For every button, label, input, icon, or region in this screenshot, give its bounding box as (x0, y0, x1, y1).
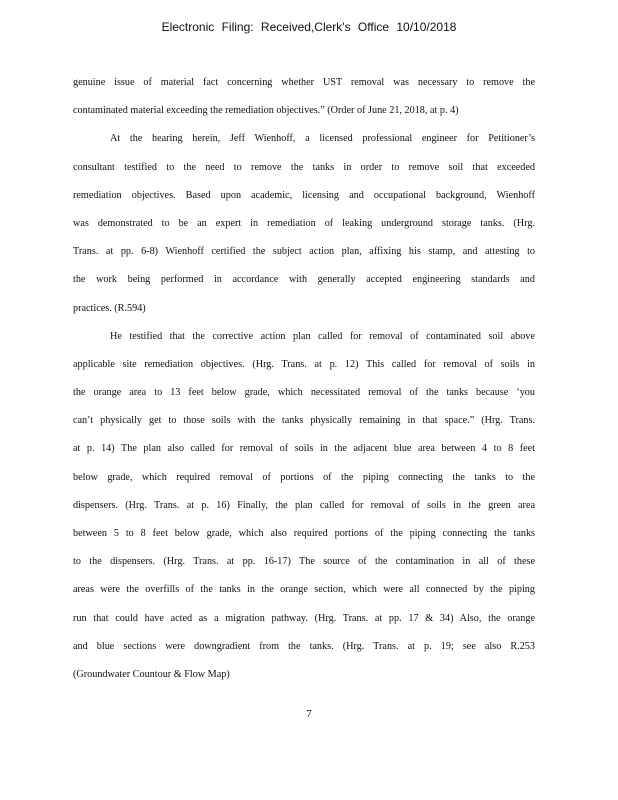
paragraph-2 (73, 125, 535, 322)
paragraph-1 (73, 69, 535, 125)
text-line: and blue sections were downgradient from the tanks. (Hrg. Trans. at p. 19; see also R.253 (73, 640, 535, 652)
text-line: the work being performed in accordance with generally accepted engineering standards and (73, 274, 535, 286)
page-number: 7 (306, 708, 312, 720)
text-line: applicable site remediation objectives. (Hrg. Trans. at p. 12) This called for removal of soils in (73, 358, 535, 370)
paragraph-3 (73, 323, 535, 689)
text-line: contaminated material exceeding the remediation objectives.” (Order of June 21, 2018, at p. 4) (73, 105, 459, 117)
text-line: consultant testified to the need to remove the tanks in order to remove soil that exceeded (73, 161, 535, 173)
text-line: (Groundwater Countour & Flow Map) (73, 668, 230, 680)
filing-stamp-header: Electronic Filing: Received,Clerk's Office 10/10/2018 (161, 20, 457, 34)
text-line: remediation objectives. Based upon academic, licensing and occupational background, Wienhoff (73, 189, 535, 201)
text-line: at p. 14) The plan also called for removal of soils in the adjacent blue area between 4 to 8 feet (73, 443, 535, 455)
text-line: practices. (R.594) (73, 302, 146, 314)
text-line: Trans. at pp. 6-8) Wienhoff certified the subject action plan, affixing his stamp, and attesting to (73, 246, 535, 258)
text-line: He testified that the corrective action plan called for removal of contaminated soil above (110, 330, 535, 342)
text-line: below grade, which required removal of portions of the piping connecting the tanks to the (73, 471, 535, 483)
text-line: genuine issue of material fact concerning whether UST removal was necessary to remove the (73, 77, 535, 88)
text-line: dispensers. (Hrg. Trans. at p. 16) Finally, the plan called for removal of soils in the green area (73, 499, 535, 511)
text-line: areas were the overfills of the tanks in the orange section, which were all connected by the piping (73, 584, 535, 596)
text-line: between 5 to 8 feet below grade, which also required portions of the piping connecting the tanks (73, 528, 535, 539)
document-body (73, 69, 535, 689)
text-line: At the hearing herein, Jeff Wienhoff, a licensed professional engineer for Petitioner’s (110, 133, 535, 145)
text-line: to the dispensers. (Hrg. Trans. at pp. 16-17) The source of the contamination in all of these (73, 556, 535, 568)
text-line: run that could have acted as a migration pathway. (Hrg. Trans. at pp. 17 & 34) Also, the orange (73, 612, 535, 624)
text-line: the orange area to 13 feet below grade, which necessitated removal of the tanks because ‘you (73, 387, 535, 399)
text-line: can’t physically get to those soils with the tanks physically remaining in that space.” (Hrg. Trans. (73, 415, 535, 427)
text-line: was demonstrated to be an expert in remediation of leaking underground storage tanks. (Hrg. (73, 217, 535, 229)
